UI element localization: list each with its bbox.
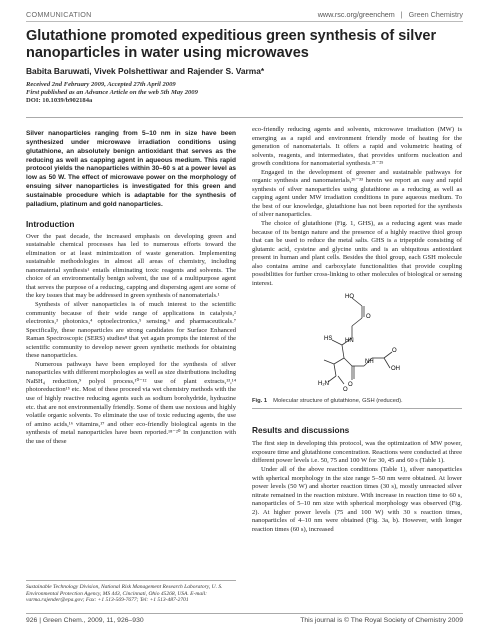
atom-o2: O [392, 348, 397, 355]
journal-url[interactable]: www.rsc.org/greenchem [317, 10, 395, 19]
intro-paragraph-3: Numerous pathways have been employed for the synthesis of silver nanoparticles with different morphologies as well as size distributions including NaBH₄ reduction,⁹ polyol process,¹⁰⁻¹² use of plant extracts,¹³,¹⁴ photoreduction¹⁵ etc. Most of these proceed via wet chemistry methods with the use of highly reactive reducing agents such as sodium borohydride, hydrazine etc. that are not environmentally friendly. Some of them use noxious and highly volatile organic solvents. To eliminate the use of toxic reducing agents, the use of amino acids,¹⁶ vitamins,¹⁷ and other eco-friendly biological agents in the synthesis of metal nanoparticles have been reported.¹⁸⁻²⁰ In conjunction with the use of these [26, 360, 236, 445]
page-header [26, 8, 463, 22]
right-column [252, 126, 462, 534]
glutathione-structure-diagram [252, 288, 462, 398]
section-label: COMMUNICATION [26, 10, 92, 19]
right-paragraph-2: Engaged in the development of greener and sustainable pathways for organic synthesis and nanomaterials,²⁶⁻³³ herein we report an easy and rapid synthesis of silver nanoparticles using glutathione as a reducing as well as capping agent under MW irradiation conditions in pure aqueous medium. To the best of our knowledge, glutathione has not been reported for the synthesis of silver nanoparticles. [252, 168, 462, 219]
header-rule [26, 21, 463, 22]
atom-h2n: H₂N [318, 381, 329, 388]
results-paragraph-1: The first step in developing this protocol, was the optimization of MW power, exposure time and glutathione concentration. Reactions were conducted at three different power levels i.e. 50, 75 and 100 W for 30, 45 and 60 s (Table 1). [252, 440, 462, 465]
journal-name: Green Chemistry [408, 10, 463, 19]
atom-ho: HO [345, 294, 354, 301]
header-separator: | [400, 10, 403, 19]
page-footer [26, 617, 463, 629]
journal-header-right [318, 10, 463, 19]
abstract: Silver nanoparticles ranging from 5–10 nm in size have been synthesized under microwave irradiation conditions using glutathione, an absolutely benign antioxidant that serves as the reducing as well as capping agent in aqueous medium. This rapid protocol yields the nanoparticles within 30–60 s at a power level as low as 50 W. The effect of microwave power on the morphology of ensuing silver nanoparticles is investigated for this green and sustainable procedure which is adaptable for the synthesis of palladium, platinum and gold nanoparticles. [26, 130, 236, 208]
intro-paragraph-2: Synthesis of silver nanoparticles is of much interest to the scientific community because of their wide range of applications in catalysis,² electronics,³ photonics,⁴ optoelectronics,⁵ sensing,⁶ and pharmaceuticals.⁷ Specifically, these nanoparticles are strong candidates for Surface Enhanced Raman Spectroscopic (SERS) studies⁸ that yet again prompts the interest of the scientific community to develop newer green synthetic methods for obtaining these nanoparticles. [26, 300, 236, 360]
footer-rule [26, 613, 463, 614]
received-date: Received 2nd February 2009, Accepted 27th April 2009 [26, 81, 176, 88]
right-paragraph-1: eco-friendly reducing agents and solvents, microwave irradiation (MW) is emerging as a rapid and environment friendly mode of heating for the generation of nanomaterials. It offers a rapid and volumetric heating of solvents, reagents, and intermediates, that provides uniform nucleation and growth conditions for nanomaterial synthesis.²¹⁻²⁵ [252, 126, 462, 168]
results-heading: Results and discussions [252, 425, 350, 436]
citation-footer: 926 | Green Chem., 2009, 11, 926–930 [26, 617, 144, 624]
copyright-footer: This journal is © The Royal Society of Chemistry 2009 [300, 617, 463, 624]
atom-hs: HS [324, 336, 333, 343]
atom-hn: HN [345, 338, 354, 345]
figure-1-label: Fig. 1 [252, 398, 268, 405]
figure-1-caption-text: Molecular structure of glutathione, GSH (reduced). [273, 398, 403, 405]
right-paragraph-3: The choice of glutathione (Fig. 1, GHS), as a reducing agent was made because of its benign nature and the presence of a highly reactive thiol group that can be used to reduce the metal salts. GHS is a tripeptide consisting of glutamic acid, cysteine and glycine units and is an ubiquitous antioxidant present in human and plant cells. Besides the thiol group, each GSH molecule also contains amine and carboxylate functionalities that provide coupling possibilities for further cross-linking to other molecules of biological or sensing interest. [252, 220, 462, 287]
atom-oh: OH [391, 366, 400, 373]
atom-o3: O [348, 382, 353, 389]
figure-1-caption [252, 398, 462, 404]
published-date: First published as an Advance Article on the web 5th May 2009 [26, 89, 198, 97]
introduction-heading: Introduction [26, 218, 75, 229]
results-paragraph-2: Under all of the above reaction conditions (Table 1), silver nanoparticles with spherical morphology in the size range 5–50 nm were obtained. At lower power levels (50 W) and shorter reaction times (30 s), mostly unreacted silver nitrate remained in the reaction mixture. With increase in reaction time to 60 s, nanoparticles of 5–10 nm size with spherical morphology was observed (Fig. 2). At higher power levels (75 and 100 W) with 30 s reaction times, nanoparticles of 4–10 nm were obtained (Fig. 3a, b). However, with longer reaction times (60 s), increased [252, 466, 462, 533]
atom-o1: O [366, 314, 371, 321]
atom-o4: O [343, 387, 348, 394]
figure-rule [252, 408, 462, 409]
doi[interactable]: DOI: 10.1039/b902184a [26, 97, 93, 105]
article-title: Glutathione promoted expeditious green synthesis of silver nanoparticles in water using microwaves [26, 28, 437, 61]
intro-paragraph-1: Over the past decade, the increased emphasis on developing green and sustainable chemical processes has led to numerous efforts toward the elimination or at least minimization of waste generation. Implementing sustainable methodologies in almost all areas of chemistry, including nanomaterial synthesis¹ entails eliminating toxic reagents and solvents. The choice of an environmentally benign solvent, the use of a multipurpose agent that serves the purpose of a reducing, capping and dispersing agent are some of the key issues that may be addressed in green synthesis of nanomaterials.¹ [26, 232, 236, 300]
title-rule [26, 117, 463, 118]
figure-1-structure [252, 288, 462, 398]
atom-nh: NH [365, 359, 374, 366]
affiliation-footnote: Sustainable Technology Division, National Risk Management Research Laboratory, U. S. Environmental Protection Agency, MS 443, Cincinnati, Ohio 45268, USA. E-mail: varma.rajender@epa.gov; Fax: +1 513-569-7677; Tel: +1 513-487-2701 [26, 580, 236, 604]
publication-info [26, 81, 198, 106]
author-list: Babita Baruwati, Vivek Polshettiwar and Rajender S. Varma* [26, 66, 265, 76]
left-column [26, 130, 236, 446]
